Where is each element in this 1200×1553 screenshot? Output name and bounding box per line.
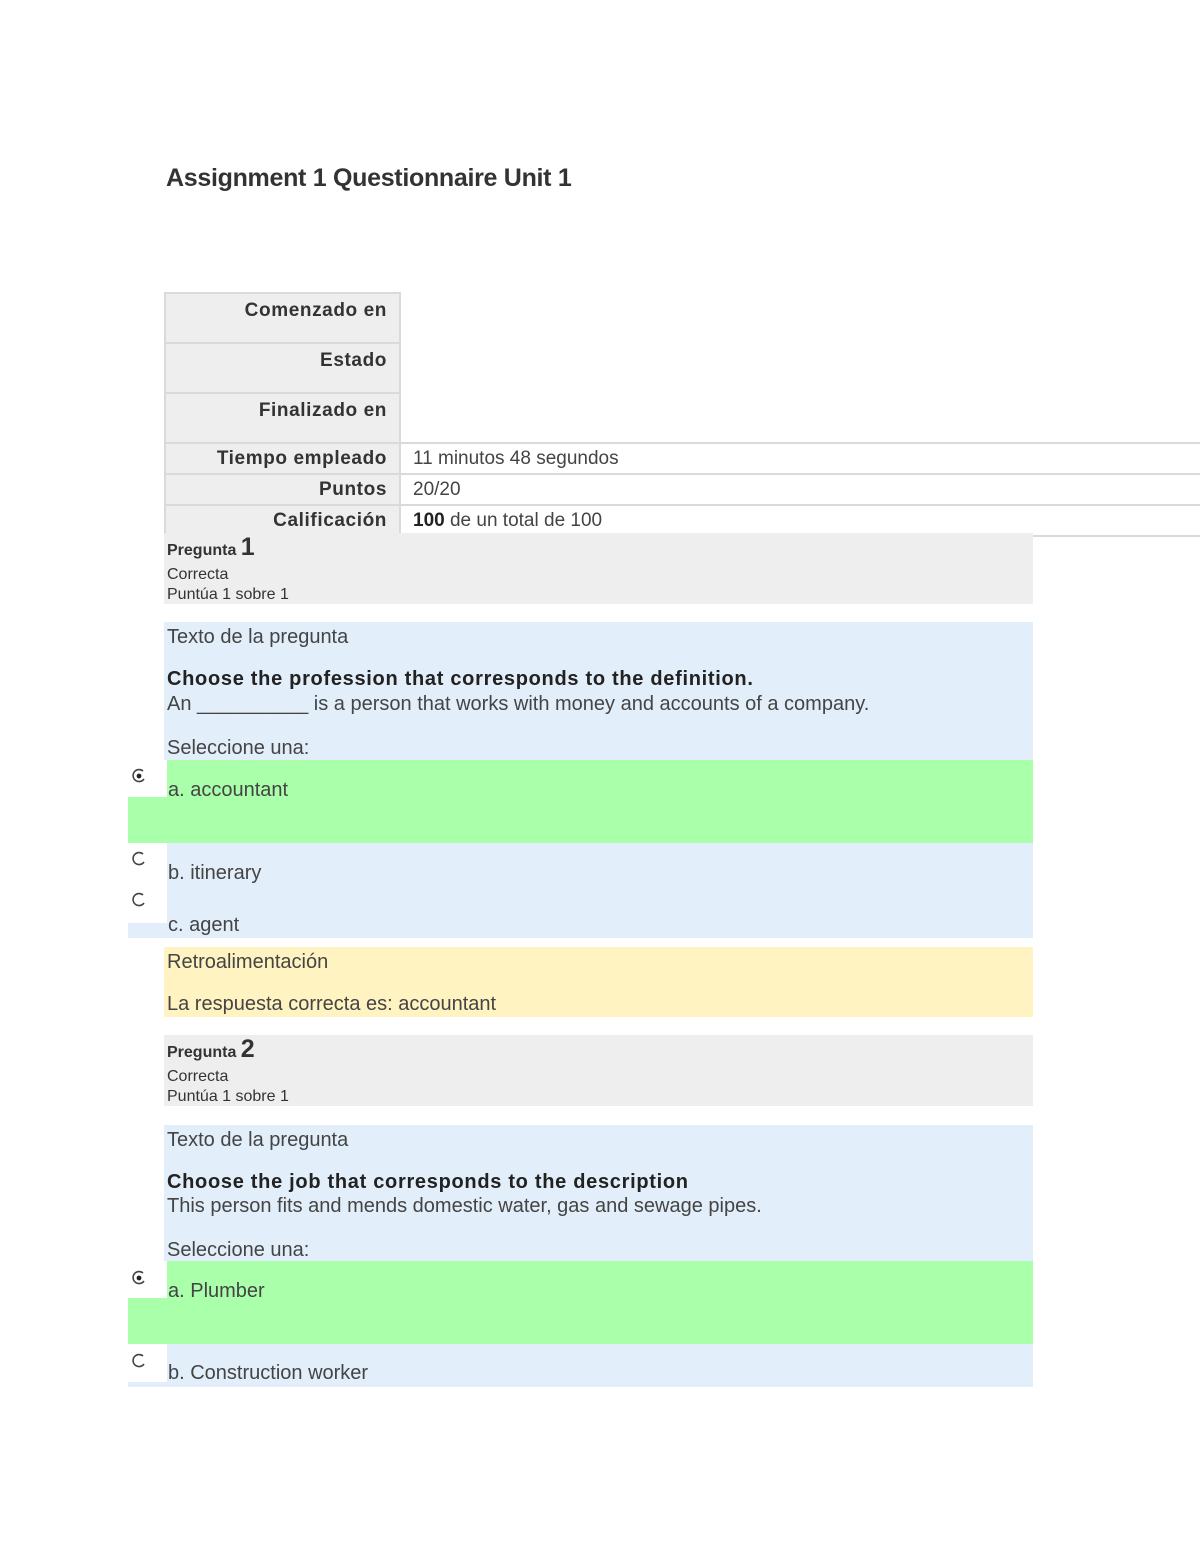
question-body: An __________ is a person that works with money and accounts of a company. — [167, 693, 870, 715]
option-margin — [128, 923, 167, 938]
summary-row-time — [165, 443, 1200, 474]
feedback-label: Retroalimentación — [167, 951, 329, 973]
summary-row-finished — [165, 393, 1200, 443]
summary-label: Tiempo empleado — [165, 443, 400, 474]
grade-total: de un total de 100 — [444, 509, 603, 531]
summary-value: 20/20 — [400, 474, 1200, 505]
question-1-formulation — [164, 622, 1033, 760]
answer-option-label: c. agent — [168, 914, 240, 936]
question-2-info — [164, 1035, 1033, 1106]
summary-label: Finalizado en — [165, 393, 400, 443]
grade-value: 100 — [413, 509, 445, 531]
question-state: Correcta — [167, 566, 229, 583]
answer-option-label: b. Construction worker — [168, 1362, 369, 1384]
summary-row-started — [165, 293, 1200, 343]
summary-row-grade — [165, 505, 1200, 536]
question-2-formulation — [164, 1125, 1033, 1262]
question-1-feedback — [164, 947, 1033, 1017]
answer-option-a[interactable] — [128, 760, 1033, 843]
summary-row-state — [165, 343, 1200, 393]
attempt-summary-table — [164, 292, 1200, 537]
summary-value: 11 minutos 48 segundos — [400, 443, 1200, 474]
question-text-label: Texto de la pregunta — [167, 626, 349, 648]
summary-label: Puntos — [165, 474, 400, 505]
question-number: 2 — [240, 1035, 255, 1063]
question-instruction: Choose the profession that corresponds to the definition. — [167, 668, 754, 690]
radio-unselected-icon[interactable] — [131, 892, 147, 908]
radio-selected-icon[interactable] — [131, 768, 147, 784]
radio-unselected-icon[interactable] — [131, 1353, 147, 1369]
answer-option-label: a. accountant — [168, 779, 289, 801]
summary-value — [400, 505, 1200, 536]
feedback-text: La respuesta correcta es: accountant — [167, 993, 497, 1015]
answer-prompt: Seleccione una: — [167, 737, 310, 759]
answer-prompt: Seleccione una: — [167, 1239, 310, 1261]
question-label: Pregunta — [167, 542, 237, 559]
question-instruction: Choose the job that corresponds to the description — [167, 1171, 689, 1193]
answer-option-b[interactable] — [128, 1344, 1033, 1387]
question-body: This person fits and mends domestic water, gas and sewage pipes. — [167, 1195, 762, 1217]
answer-option-label: b. itinerary — [168, 862, 262, 884]
question-number: 1 — [240, 533, 255, 561]
answer-option-a[interactable] — [128, 1261, 1033, 1344]
question-text-label: Texto de la pregunta — [167, 1129, 349, 1151]
radio-unselected-icon[interactable] — [131, 851, 147, 867]
summary-label: Calificación — [165, 505, 400, 536]
summary-value — [400, 293, 1200, 343]
answer-option-label: a. Plumber — [168, 1280, 265, 1302]
question-label: Pregunta — [167, 1044, 237, 1061]
summary-label: Comenzado en — [165, 293, 400, 343]
summary-label: Estado — [165, 343, 400, 393]
question-grade: Puntúa 1 sobre 1 — [167, 586, 289, 603]
summary-value — [400, 343, 1200, 393]
radio-selected-icon[interactable] — [131, 1270, 147, 1286]
answer-options-b-c — [128, 843, 1033, 938]
summary-value — [400, 393, 1200, 443]
question-1-info — [164, 533, 1033, 604]
page-title: Assignment 1 Questionnaire Unit 1 — [166, 164, 572, 192]
summary-row-points — [165, 474, 1200, 505]
question-grade: Puntúa 1 sobre 1 — [167, 1088, 289, 1105]
question-state: Correcta — [167, 1068, 229, 1085]
